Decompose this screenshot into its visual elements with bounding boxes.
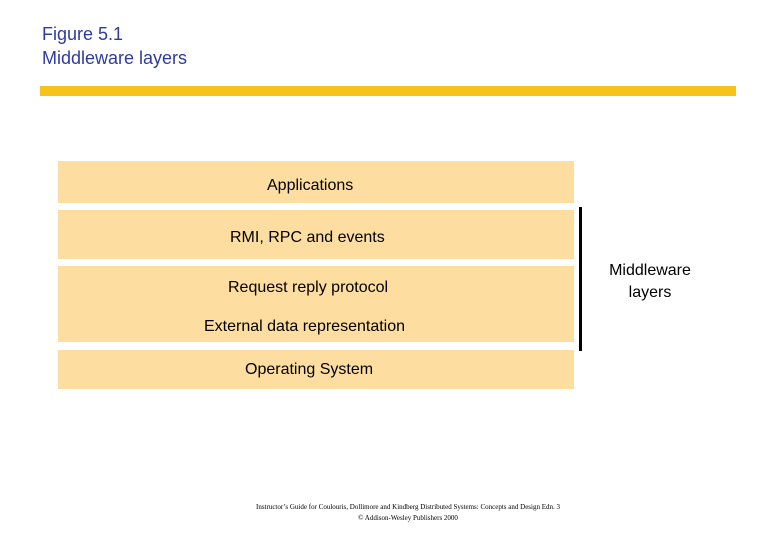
figure-title: Middleware layers — [42, 48, 188, 68]
layer-request-reply-label: Request reply protocol — [228, 279, 389, 296]
layer-external-data-label: External data representation — [204, 318, 406, 335]
middleware-bracket-label — [592, 260, 708, 304]
layer-rmi-rpc-events — [58, 210, 574, 259]
layer-operating-system — [58, 350, 574, 389]
layer-applications-label: Applications — [267, 177, 354, 194]
footer-line2: © Addison-Wesley Publishers 2000 — [358, 514, 458, 522]
bracket-label-line2: layers — [628, 284, 672, 301]
figure-heading — [42, 22, 187, 70]
bracket-label-line1: Middleware — [609, 262, 691, 279]
layer-operating-system-label: Operating System — [245, 361, 374, 378]
footer-line1: Instructor’s Guide for Coulouris, Dollimore and Kindberg Distributed Systems: Concepts and Design Edn. 3 — [255, 503, 560, 511]
footer-credit — [228, 502, 588, 524]
figure-number: Figure 5.1 — [42, 24, 124, 44]
middleware-bracket — [579, 207, 582, 351]
layer-applications — [58, 161, 574, 203]
layer-request-reply-external-data — [58, 266, 574, 342]
layer-rmi-rpc-events-label: RMI, RPC and events — [230, 229, 385, 246]
header-rule — [40, 86, 736, 96]
